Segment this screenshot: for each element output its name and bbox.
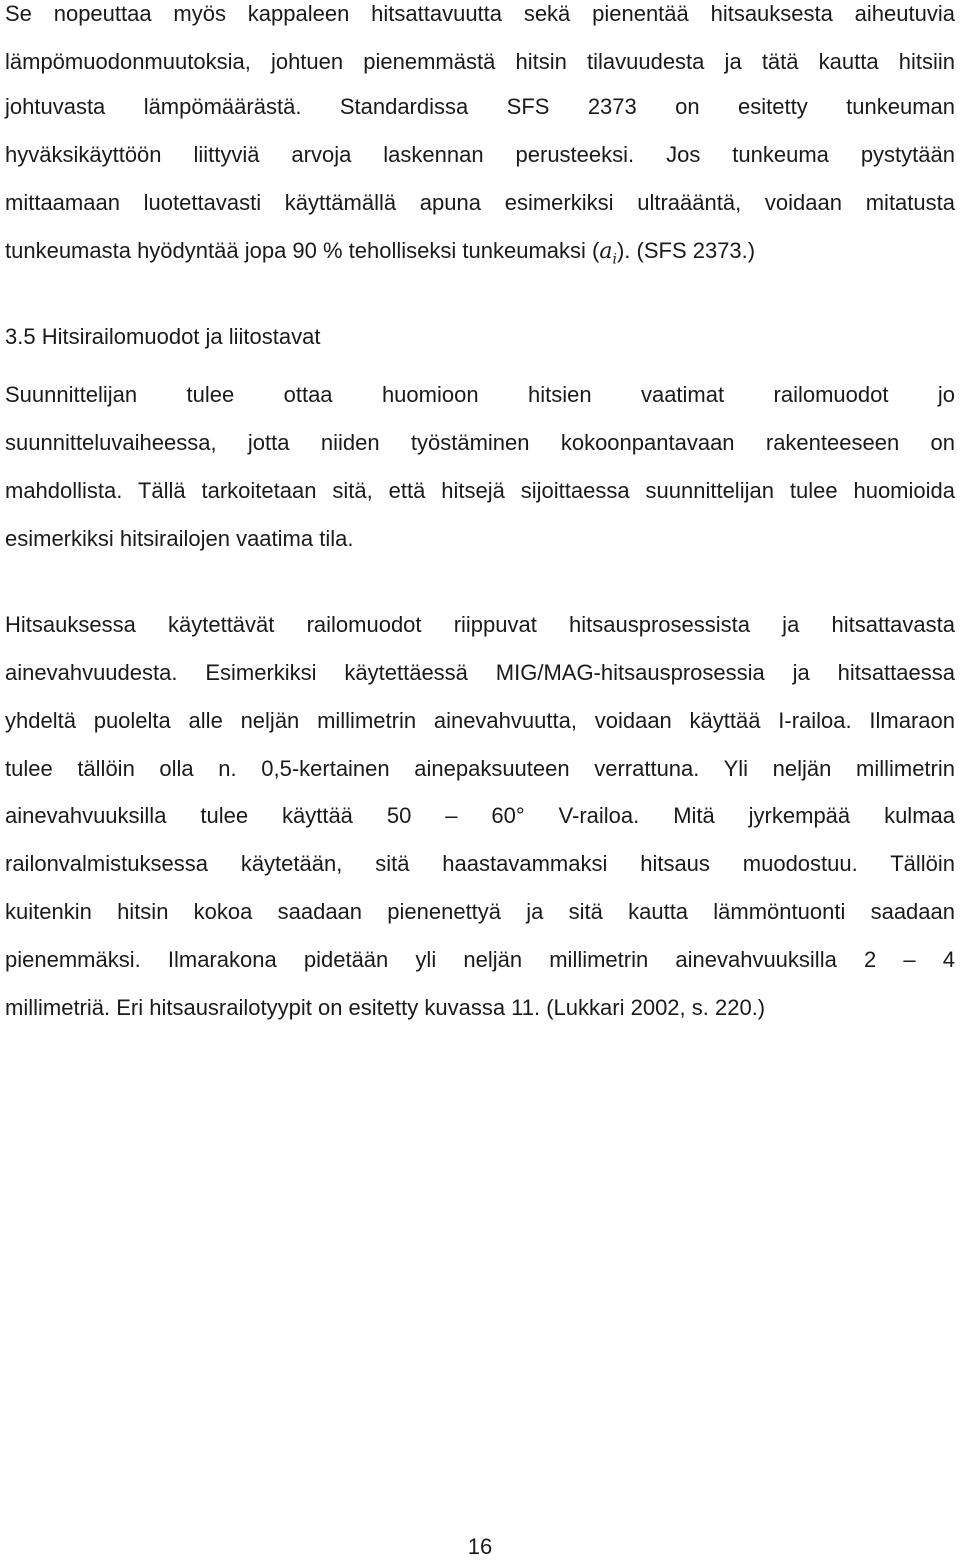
- text-line: ainevahvuudesta. Esimerkiksi käytettäessä MIG/MAG-hitsausprosessia ja hitsattaessa: [5, 660, 955, 685]
- text-line: suunnitteluvaiheessa, jotta niiden työstäminen kokoonpantavaan rakenteeseen on: [5, 430, 955, 455]
- text-segment: tunkeumasta hyödyntää jopa 90 % teholliseksi tunkeumaksi (: [5, 238, 600, 263]
- text-line: railonvalmistuksessa käytetään, sitä haastavammaksi hitsaus muodostuu. Tällöin: [5, 851, 955, 876]
- text-line: ainevahvuuksilla tulee käyttää 50 – 60° V-railoa. Mitä jyrkempää kulmaa: [5, 803, 955, 828]
- text-line: mittaamaan luotettavasti käyttämällä apuna esimerkiksi ultraääntä, voidaan mitatusta: [5, 190, 955, 215]
- text-line: mahdollista. Tällä tarkoitetaan sitä, että hitsejä sijoittaessa suunnittelijan tulee huomioida: [5, 478, 955, 503]
- math-symbol-base: a: [599, 239, 613, 264]
- text-line: Se nopeuttaa myös kappaleen hitsattavuutta sekä pienentää hitsauksesta aiheutuvia: [5, 1, 955, 26]
- text-line: johtuvasta lämpömäärästä. Standardissa SFS 2373 on esitetty tunkeuman: [5, 94, 955, 119]
- text-line: millimetriä. Eri hitsausrailotyypit on esitetty kuvassa 11. (Lukkari 2002, s. 220.): [5, 995, 766, 1020]
- math-symbol: [599, 239, 617, 268]
- text-segment: ). (SFS 2373.): [616, 238, 756, 263]
- text-line: tulee tällöin olla n. 0,5-kertainen ainepaksuuteen verrattuna. Yli neljän millimetrin: [5, 756, 955, 781]
- section-heading: 3.5 Hitsirailomuodot ja liitostavat: [5, 324, 321, 349]
- text-line: [5, 237, 955, 273]
- text-line: hyväksikäyttöön liittyviä arvoja laskennan perusteeksi. Jos tunkeuma pystytään: [5, 142, 955, 167]
- math-symbol-subscript: i: [612, 251, 617, 268]
- text-line: Suunnittelijan tulee ottaa huomioon hitsien vaatimat railomuodot jo: [5, 382, 955, 407]
- text-line: yhdeltä puolelta alle neljän millimetrin ainevahvuutta, voidaan käyttää I-railoa. Ilmaraon: [5, 708, 955, 733]
- text-line: lämpömuodonmuutoksia, johtuen pienemmästä hitsin tilavuudesta ja tätä kautta hitsiin: [5, 49, 955, 74]
- page-number: 16: [467, 1534, 493, 1559]
- text-line: pienemmäksi. Ilmarakona pidetään yli neljän millimetrin ainevahvuuksilla 2 – 4: [5, 947, 955, 972]
- text-line: kuitenkin hitsin kokoa saadaan pienenettyä ja sitä kautta lämmöntuonti saadaan: [5, 899, 955, 924]
- text-line: esimerkiksi hitsirailojen vaatima tila.: [5, 526, 354, 551]
- text-line: Hitsauksessa käytettävät railomuodot riippuvat hitsausprosessista ja hitsattavasta: [5, 612, 955, 637]
